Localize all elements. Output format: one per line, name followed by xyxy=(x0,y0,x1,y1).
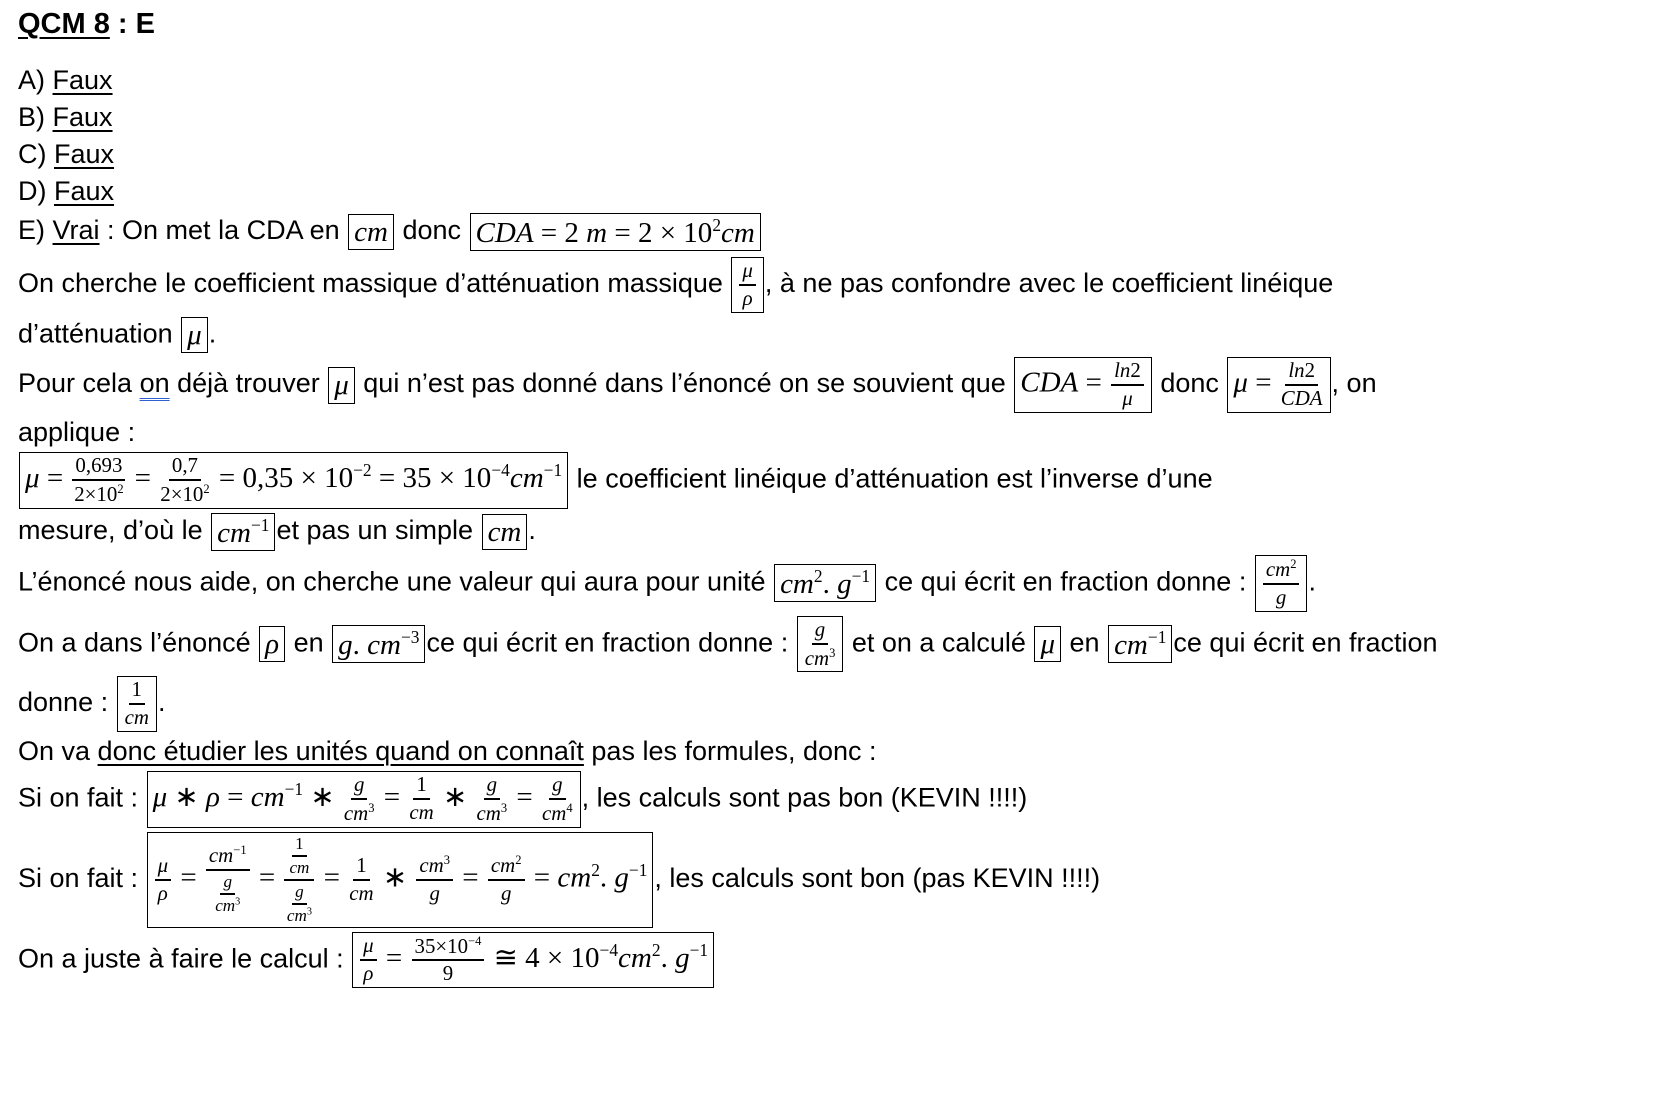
answer-c xyxy=(18,139,1664,170)
math-run: g xyxy=(223,871,233,891)
fraction-denominator xyxy=(1122,386,1132,410)
superscript: −2 xyxy=(353,460,372,481)
text-run: mesure, d’où le xyxy=(18,515,211,546)
fraction-denominator xyxy=(409,800,433,824)
fraction-denominator xyxy=(430,881,440,905)
math-run: ln xyxy=(1288,358,1305,383)
math-run: μ xyxy=(742,258,753,283)
text-run: ce qui écrit en fraction donne : xyxy=(426,627,796,658)
fraction-denominator xyxy=(285,881,314,925)
math-run: g xyxy=(429,880,440,905)
fraction-denominator xyxy=(349,881,373,905)
fraction-numerator xyxy=(413,774,429,800)
math-run: 1 xyxy=(131,677,142,702)
fraction-numerator xyxy=(351,774,367,800)
text-run: d’atténuation xyxy=(18,318,181,349)
fraction-numerator xyxy=(72,455,125,481)
math-run: g xyxy=(500,880,512,905)
eq-mu-over-rho xyxy=(731,257,763,313)
eq-g-over-cm3 xyxy=(797,616,844,673)
fraction-numerator xyxy=(488,854,525,881)
fraction xyxy=(349,852,374,905)
fraction-numerator xyxy=(129,679,145,705)
title-line xyxy=(18,8,1664,41)
math-run: ρ xyxy=(265,627,280,660)
fraction xyxy=(542,774,573,825)
para-donne-1-cm xyxy=(18,676,1664,732)
fraction xyxy=(160,455,209,506)
eq-cda-2m xyxy=(470,213,761,251)
text-run: et pas un simple xyxy=(276,515,481,546)
para-enonce-aide xyxy=(18,555,1664,612)
para-mu-calculation xyxy=(18,452,1664,509)
fraction-denominator xyxy=(743,286,753,310)
fraction xyxy=(360,932,376,985)
text-run: D) xyxy=(18,176,54,206)
math-run: = xyxy=(39,462,71,495)
math-run: μ xyxy=(25,462,40,495)
math-run: g xyxy=(295,881,304,901)
superscript: −4 xyxy=(491,460,510,481)
math-run: g xyxy=(486,772,498,797)
superscript: −1 xyxy=(1147,626,1167,647)
fraction xyxy=(804,616,836,670)
fraction xyxy=(289,835,309,877)
text-run: , les calculs sont bon (pas KEVIN !!!!) xyxy=(654,862,1101,893)
superscript: −1 xyxy=(233,843,247,858)
math-run: cm xyxy=(367,628,401,661)
text-run: C) xyxy=(18,139,54,169)
eq-mu xyxy=(1034,626,1061,662)
math-run: μ xyxy=(152,780,168,813)
math-run: = 0,35 × 10 xyxy=(211,462,354,495)
underlined-text: Vrai xyxy=(52,215,100,246)
math-run: cm xyxy=(490,853,516,878)
fraction xyxy=(488,854,525,905)
superscript: 3 xyxy=(306,906,312,918)
math-run: μ xyxy=(334,369,349,402)
math-run: = xyxy=(1247,367,1279,400)
math-run: = xyxy=(1078,367,1110,400)
eq-rho xyxy=(259,626,285,662)
math-run: ρ xyxy=(205,780,220,813)
fraction xyxy=(416,854,453,905)
superscript: −3 xyxy=(400,626,420,647)
math-run: 2 xyxy=(564,216,587,249)
eq-mu-times-rho xyxy=(147,771,581,828)
fraction-denominator xyxy=(344,800,375,825)
eq-cm-inverse xyxy=(211,513,275,551)
text-run: : On met la CDA en xyxy=(99,215,348,246)
answer-e xyxy=(18,213,1664,251)
math-run: = xyxy=(173,861,204,894)
fraction-numerator xyxy=(739,260,755,286)
math-run: = xyxy=(376,780,408,813)
math-run: . xyxy=(352,628,368,661)
math-run: cm xyxy=(343,800,369,825)
fraction-numerator xyxy=(292,835,307,857)
math-run: CDA xyxy=(475,216,534,249)
math-run: 1 xyxy=(295,833,304,853)
superscript: 2 xyxy=(712,215,722,235)
math-run: ∗ xyxy=(435,780,475,813)
math-run: = 35 × 10 xyxy=(371,462,492,495)
fraction-denominator xyxy=(501,881,511,905)
text-run: Si on fait : xyxy=(18,862,146,893)
math-run: g xyxy=(837,568,852,601)
fraction-numerator xyxy=(484,774,500,800)
fraction-denominator xyxy=(363,961,373,985)
fraction-numerator xyxy=(1111,360,1144,386)
superscript: −1 xyxy=(628,859,648,880)
text-run: donc xyxy=(1152,368,1227,399)
fraction xyxy=(1263,558,1300,609)
answer-d xyxy=(18,176,1664,207)
text-run: On cherche le coefficient massique d’atténuation massique xyxy=(18,268,731,299)
text-run: . xyxy=(157,687,166,718)
text-run: . xyxy=(208,318,217,349)
math-run: g xyxy=(338,628,353,661)
eq-mu xyxy=(328,367,355,403)
text-run: applique : xyxy=(18,417,136,448)
text-run: A) xyxy=(18,65,53,95)
fraction-numerator xyxy=(1285,360,1318,386)
fraction-numerator xyxy=(169,455,201,481)
fraction xyxy=(409,774,433,824)
math-run: cm xyxy=(349,880,374,905)
math-run: g xyxy=(353,772,365,797)
eq-cm2-over-g xyxy=(1255,555,1308,612)
superscript: 2 xyxy=(117,482,124,497)
fraction-numerator xyxy=(353,852,369,881)
math-run: CDA xyxy=(1020,367,1079,400)
para-coefficient-2 xyxy=(18,317,1664,353)
math-run: cm xyxy=(217,516,251,549)
fraction xyxy=(477,774,508,825)
eq-final-result xyxy=(352,932,714,989)
math-run: ≅ 4 × 10 xyxy=(486,941,600,974)
text-run: On a dans l’énoncé xyxy=(18,627,259,658)
fraction-denominator xyxy=(74,481,123,506)
fraction xyxy=(739,260,755,310)
fraction-denominator xyxy=(1276,585,1286,609)
fraction-numerator xyxy=(412,935,485,962)
fraction-numerator xyxy=(360,932,376,961)
math-run: = xyxy=(455,861,486,894)
math-run: = xyxy=(526,861,558,894)
fraction-denominator xyxy=(160,481,209,506)
text-run: , à ne pas confondre avec le coefficient linéique xyxy=(764,268,1334,299)
math-run: g xyxy=(814,616,826,641)
fraction-numerator xyxy=(416,854,453,881)
text-run: ce qui écrit en fraction donne : xyxy=(877,566,1254,597)
para-etudier-unites xyxy=(18,736,1664,767)
math-run: g xyxy=(614,861,629,894)
fraction-numerator xyxy=(206,844,250,871)
eq-cm xyxy=(482,514,528,550)
fraction xyxy=(72,455,125,506)
math-run: μ xyxy=(187,319,202,352)
superscript: 3 xyxy=(235,896,241,908)
eq-1-over-cm xyxy=(117,676,157,732)
math-run: cm xyxy=(250,780,285,813)
text-run: . xyxy=(528,515,536,546)
superscript: 3 xyxy=(368,800,375,815)
fraction-denominator xyxy=(215,895,240,915)
para-rho-enonce xyxy=(18,616,1664,673)
math-run: = xyxy=(251,861,283,894)
math-run: = xyxy=(127,462,159,495)
text-run: qui n’est pas donné dans l’énoncé on se souvient que xyxy=(355,368,1014,399)
superscript: 3 xyxy=(829,645,836,660)
math-run: g xyxy=(552,772,563,797)
fraction-denominator xyxy=(443,961,453,985)
superscript: −1 xyxy=(689,939,709,960)
text-run: pas les formules, donc : xyxy=(583,736,877,767)
text-run: le coefficient linéique d’atténuation est l’inverse d’une xyxy=(569,463,1213,494)
para-mesure xyxy=(18,513,1664,551)
math-run: cm xyxy=(289,857,310,877)
math-run: g xyxy=(675,941,690,974)
math-run: cm xyxy=(208,843,234,868)
superscript: 2 xyxy=(591,859,600,880)
fraction xyxy=(215,873,240,915)
math-run: = xyxy=(378,941,410,974)
math-run: 9 xyxy=(442,961,454,986)
answer-a xyxy=(18,65,1664,96)
fraction-numerator xyxy=(549,774,565,800)
fraction xyxy=(1111,360,1144,410)
math-run: cm xyxy=(409,800,434,825)
math-run: cm xyxy=(780,568,814,601)
fraction-numerator xyxy=(812,616,828,645)
para-si-on-fait-2 xyxy=(18,832,1664,928)
math-run: cm xyxy=(419,853,444,878)
fraction xyxy=(206,844,250,915)
eq-cm-inverse xyxy=(1108,625,1172,663)
para-coefficient-1 xyxy=(18,257,1664,313)
fraction-denominator xyxy=(287,905,312,925)
eq-cda-ln2-mu xyxy=(1014,357,1152,413)
math-run: ρ xyxy=(363,960,374,985)
fraction-numerator xyxy=(292,883,307,905)
fraction-denominator xyxy=(158,881,168,905)
fraction xyxy=(125,679,149,729)
fraction xyxy=(287,883,312,925)
math-run: ρ xyxy=(742,286,753,311)
math-run: μ xyxy=(157,852,169,877)
math-run: . xyxy=(822,568,838,601)
math-run: cm xyxy=(1265,556,1291,581)
math-run: ln xyxy=(1114,358,1131,383)
math-run: = xyxy=(316,861,348,894)
math-run: cm xyxy=(541,800,567,825)
math-run: 2×10 xyxy=(160,481,204,506)
text-run: E) xyxy=(18,215,53,246)
para-applique xyxy=(18,417,1664,448)
math-run: ∗ xyxy=(167,780,206,813)
math-run: cm xyxy=(557,861,592,894)
fraction xyxy=(412,935,485,986)
math-run: 0,7 xyxy=(171,453,198,478)
math-run: μ xyxy=(1233,367,1248,400)
answer-b xyxy=(18,102,1664,133)
superscript: 4 xyxy=(566,800,573,815)
superscript: 2 xyxy=(1290,557,1297,572)
underlined-text: Faux xyxy=(52,102,113,132)
math-run: ρ xyxy=(157,880,168,905)
math-run: 0,693 xyxy=(75,453,123,478)
text-run: déjà trouver xyxy=(169,368,328,399)
eq-mu xyxy=(181,317,208,353)
math-run: m xyxy=(586,216,608,249)
fraction-numerator xyxy=(220,873,235,895)
underlined-text: donc étudier les unités quand on connaît xyxy=(97,736,584,767)
superscript: −4 xyxy=(468,933,482,948)
eq-mu-over-rho-units xyxy=(147,832,654,928)
fraction xyxy=(1281,360,1323,410)
math-run: μ xyxy=(1040,627,1056,660)
underlined-text: Faux xyxy=(54,176,115,206)
math-run: cm xyxy=(124,705,149,730)
superscript: 3 xyxy=(443,853,451,868)
text-run: en xyxy=(1062,627,1108,658)
math-run: = xyxy=(219,780,251,813)
math-run: . xyxy=(599,861,615,894)
math-run: cm xyxy=(286,905,307,925)
superscript: −1 xyxy=(250,514,270,535)
eq-mu-value xyxy=(19,452,568,509)
superscript: −1 xyxy=(284,779,304,800)
eq-g-cm-3 xyxy=(332,625,425,663)
para-si-on-fait-1 xyxy=(18,771,1664,828)
math-run: 1 xyxy=(356,852,367,877)
text-run: : E xyxy=(109,8,155,40)
fraction-denominator xyxy=(213,871,242,915)
superscript: 3 xyxy=(500,800,508,815)
text-run: On va xyxy=(18,736,98,767)
fraction-denominator xyxy=(1281,386,1323,410)
math-run: cm xyxy=(215,895,236,915)
superscript: 2 xyxy=(651,939,661,960)
underlined-text: QCM 8 xyxy=(18,8,110,40)
text-run: et on a calculé xyxy=(844,627,1034,658)
underlined-text: Faux xyxy=(54,139,115,169)
grammar-flagged-text: on xyxy=(139,368,170,399)
math-run: cm xyxy=(721,216,755,249)
superscript: 2 xyxy=(813,566,823,587)
text-run: Pour cela xyxy=(18,368,140,399)
fraction-denominator xyxy=(805,645,836,670)
math-run: 35×10 xyxy=(414,933,469,958)
superscript: −4 xyxy=(599,939,619,960)
fraction-denominator xyxy=(125,705,149,729)
fraction-numerator xyxy=(1263,558,1300,585)
para-calcul-final xyxy=(18,932,1664,989)
text-run: . xyxy=(1308,566,1316,597)
superscript: −1 xyxy=(851,566,871,587)
text-run: , on xyxy=(1331,368,1377,399)
math-run: μ xyxy=(363,932,374,957)
math-run: 2×10 xyxy=(74,481,118,506)
fraction xyxy=(155,852,171,905)
math-run: cm xyxy=(618,941,652,974)
superscript: −1 xyxy=(543,460,563,481)
math-run: ∗ xyxy=(303,780,342,813)
text-run: donc xyxy=(394,215,469,246)
math-run: 2 xyxy=(1304,358,1316,383)
document-body xyxy=(18,8,1664,988)
math-run: CDA xyxy=(1280,386,1323,411)
para-pour-cela xyxy=(18,357,1664,413)
text-run: L’énoncé nous aide, on cherche une valeur qui aura pour unité xyxy=(18,566,774,597)
math-run: 1 xyxy=(416,772,427,797)
fraction-denominator xyxy=(289,857,309,877)
text-run: en xyxy=(286,627,332,658)
math-run: = 2 × 10 xyxy=(607,216,713,249)
math-run: cm xyxy=(1114,628,1148,661)
eq-cm2-g-1 xyxy=(774,564,876,602)
math-run: μ xyxy=(1122,386,1133,411)
fraction xyxy=(344,774,375,825)
superscript: 2 xyxy=(203,482,210,497)
text-run: Si on fait : xyxy=(18,782,146,813)
fraction-numerator xyxy=(155,852,171,881)
text-run: ce qui écrit en fraction xyxy=(1173,627,1438,658)
eq-mu-ln2-cda xyxy=(1227,357,1330,413)
math-run: . xyxy=(660,941,676,974)
math-run: = xyxy=(533,216,565,249)
underlined-text: Faux xyxy=(52,65,113,95)
math-run: = xyxy=(509,780,540,813)
math-run: cm xyxy=(476,800,501,825)
fraction xyxy=(284,835,314,925)
math-run: cm xyxy=(804,645,830,670)
math-run: 2 xyxy=(1130,358,1141,383)
fraction-numerator xyxy=(284,835,314,881)
superscript: 2 xyxy=(515,853,522,868)
math-run: ∗ xyxy=(375,861,415,894)
fraction-denominator xyxy=(542,800,573,825)
text-run: On a juste à faire le calcul : xyxy=(18,942,352,973)
math-run: cm xyxy=(487,515,522,548)
text-run: B) xyxy=(18,102,53,132)
eq-cm xyxy=(348,214,394,250)
math-run: cm xyxy=(354,215,388,248)
text-run: , les calculs sont pas bon (KEVIN !!!!) xyxy=(581,782,1028,813)
fraction-denominator xyxy=(477,800,508,825)
math-run: g xyxy=(1275,584,1287,609)
math-run: cm xyxy=(509,462,544,495)
text-run: donne : xyxy=(18,687,116,718)
